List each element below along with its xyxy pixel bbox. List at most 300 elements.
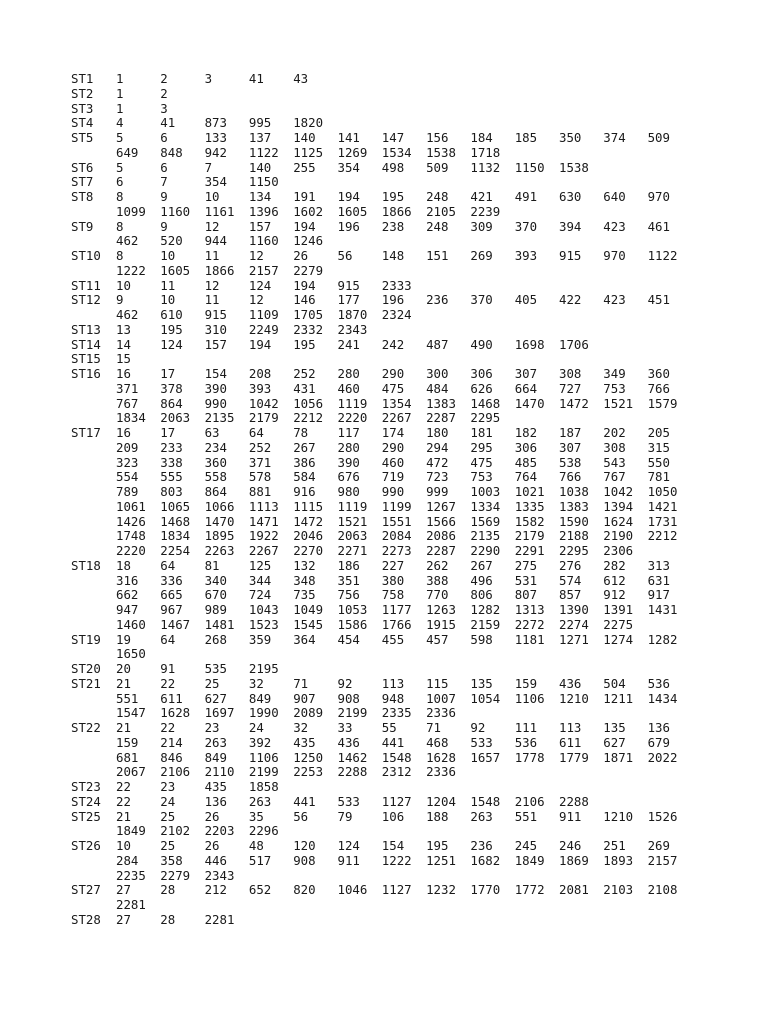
- set-value: 911: [559, 808, 582, 824]
- set-value: 435: [293, 734, 316, 750]
- set-value: 234: [204, 439, 227, 455]
- set-label: ST15: [71, 351, 101, 367]
- set-value: 284: [116, 852, 139, 868]
- set-value: 967: [160, 602, 183, 617]
- set-value: 113: [559, 720, 582, 735]
- set-row: [0, 662, 768, 677]
- set-row: [0, 220, 768, 235]
- set-value: 1066: [204, 498, 235, 514]
- set-value: 241: [337, 336, 360, 352]
- set-value: 269: [647, 838, 670, 853]
- set-value: 263: [248, 793, 272, 809]
- set-value: 393: [514, 248, 538, 263]
- set-value: 205: [647, 425, 670, 440]
- set-value: 770: [426, 587, 449, 603]
- set-value: 723: [426, 469, 449, 485]
- set-value: 11: [204, 292, 220, 308]
- set-value: 990: [381, 484, 405, 499]
- set-value: 238: [381, 218, 405, 234]
- set-value: 185: [514, 130, 538, 145]
- set-value: 1470: [204, 513, 235, 529]
- set-value: 1869: [559, 852, 589, 868]
- set-value: 1628: [160, 705, 191, 721]
- set-value: 307: [559, 439, 582, 455]
- set-row: [0, 529, 768, 544]
- set-value: 999: [426, 484, 449, 499]
- set-value: 308: [559, 366, 582, 381]
- set-value: 113: [381, 675, 405, 691]
- set-row: [0, 102, 768, 117]
- set-value: 11: [204, 248, 220, 263]
- set-value: 212: [204, 882, 227, 898]
- set-value: 1250: [293, 749, 324, 765]
- set-row: [0, 869, 768, 884]
- set-value: 263: [470, 808, 493, 824]
- set-value: 455: [381, 631, 405, 647]
- set-value: 359: [248, 631, 272, 647]
- set-value: 1211: [603, 690, 634, 706]
- set-value: 195: [160, 321, 183, 337]
- set-label: ST3: [71, 100, 94, 116]
- set-label: ST19: [71, 631, 101, 647]
- set-value: 2084: [381, 528, 412, 544]
- set-value: 1579: [647, 395, 678, 411]
- set-value: 598: [470, 631, 493, 647]
- set-value: 135: [603, 720, 626, 735]
- set-value: 351: [337, 572, 360, 588]
- set-row: [0, 279, 768, 294]
- set-value: 1915: [426, 616, 456, 632]
- set-value: 136: [204, 793, 227, 809]
- set-value: 81: [204, 557, 220, 573]
- set-value: 1021: [514, 484, 545, 499]
- set-value: 1054: [470, 690, 501, 706]
- set-value: 767: [116, 395, 139, 411]
- set-value: 194: [337, 189, 360, 204]
- set-value: 117: [337, 425, 360, 440]
- set-value: 446: [204, 852, 227, 868]
- set-value: 196: [381, 292, 405, 308]
- set-value: 2335: [381, 705, 412, 721]
- set-value: 2212: [293, 410, 324, 426]
- set-value: 78: [293, 425, 309, 440]
- set-value: 63: [204, 425, 220, 440]
- set-row: [0, 352, 768, 367]
- set-value: 849: [204, 749, 227, 765]
- set-label: ST12: [71, 292, 101, 308]
- set-value: 2135: [204, 410, 235, 426]
- set-value: 550: [647, 454, 670, 470]
- set-value: 12: [204, 277, 220, 293]
- set-value: 1263: [426, 602, 456, 617]
- set-row: [0, 367, 768, 382]
- set-value: 1: [116, 71, 124, 86]
- set-value: 7: [204, 159, 213, 175]
- set-value: 19: [116, 631, 131, 647]
- set-value: 156: [426, 130, 449, 145]
- set-value: 676: [337, 469, 360, 485]
- set-value: 554: [116, 469, 139, 485]
- set-row: [0, 721, 768, 736]
- set-value: 970: [603, 248, 626, 263]
- set-value: 1065: [160, 498, 191, 514]
- set-value: 269: [470, 248, 493, 263]
- set-value: 2199: [337, 705, 368, 721]
- set-value: 1766: [381, 616, 412, 632]
- set-value: 12: [204, 218, 220, 234]
- set-value: 649: [116, 144, 139, 160]
- set-value: 490: [470, 336, 493, 352]
- set-value: 807: [514, 587, 538, 603]
- set-value: 630: [559, 189, 582, 204]
- set-value: 1470: [514, 395, 545, 411]
- set-value: 1127: [381, 882, 412, 898]
- set-value: 1354: [381, 395, 412, 411]
- set-label: ST5: [71, 130, 94, 145]
- set-value: 2275: [603, 616, 634, 632]
- set-value: 915: [559, 248, 582, 263]
- set-value: 124: [160, 336, 183, 352]
- set-value: 1657: [470, 749, 501, 765]
- set-row: [0, 751, 768, 766]
- set-value: 338: [160, 454, 183, 470]
- set-value: 857: [559, 587, 582, 603]
- set-row: [0, 692, 768, 707]
- set-row: [0, 544, 768, 559]
- set-value: 803: [160, 484, 183, 499]
- set-row: [0, 559, 768, 574]
- set-value: 538: [559, 454, 582, 470]
- set-row: [0, 308, 768, 323]
- set-value: 555: [160, 469, 183, 485]
- set-label: ST8: [71, 189, 94, 204]
- set-value: 460: [381, 454, 405, 470]
- set-value: 349: [603, 366, 626, 381]
- set-value: 35: [248, 808, 264, 824]
- set-value: 753: [603, 380, 626, 396]
- set-value: 124: [248, 277, 272, 293]
- set-value: 148: [381, 248, 405, 263]
- set-value: 2288: [559, 793, 589, 809]
- set-value: 758: [381, 587, 405, 603]
- set-value: 1274: [603, 631, 634, 647]
- set-value: 461: [647, 218, 670, 234]
- set-value: 2296: [248, 823, 279, 839]
- set-value: 1468: [160, 513, 191, 529]
- set-value: 612: [603, 572, 626, 588]
- set-value: 509: [647, 130, 670, 145]
- set-value: 2157: [647, 852, 678, 868]
- set-value: 25: [160, 808, 176, 824]
- set-value: 2046: [293, 528, 324, 544]
- set-value: 1150: [248, 174, 279, 190]
- set-value: 1132: [470, 159, 501, 175]
- set-row: [0, 500, 768, 515]
- set-value: 1548: [470, 793, 501, 809]
- set-value: 1538: [559, 159, 589, 175]
- set-value: 32: [293, 720, 309, 735]
- set-value: 132: [293, 557, 316, 573]
- set-value: 536: [514, 734, 538, 750]
- set-value: 41: [160, 115, 176, 131]
- set-value: 536: [647, 675, 670, 691]
- set-value: 316: [116, 572, 139, 588]
- set-value: 2135: [470, 528, 501, 544]
- set-value: 1871: [603, 749, 634, 765]
- set-value: 2157: [248, 262, 279, 278]
- set-value: 188: [426, 808, 449, 824]
- set-value: 159: [514, 675, 538, 691]
- set-value: 56: [293, 808, 309, 824]
- set-value: 2272: [514, 616, 545, 632]
- set-value: 1628: [426, 749, 456, 765]
- set-value: 22: [160, 720, 176, 735]
- set-value: 135: [470, 675, 493, 691]
- set-value: 908: [293, 852, 316, 868]
- set-value: 460: [337, 380, 360, 396]
- set-value: 881: [248, 484, 272, 499]
- set-value: 4: [116, 115, 124, 131]
- set-value: 1150: [514, 159, 545, 175]
- set-value: 48: [248, 838, 264, 853]
- set-value: 487: [426, 336, 449, 352]
- set-value: 948: [381, 690, 405, 706]
- set-value: 468: [426, 734, 449, 750]
- set-value: 21: [116, 720, 131, 735]
- set-value: 209: [116, 439, 139, 455]
- set-value: 2195: [248, 661, 279, 676]
- set-value: 551: [116, 690, 139, 706]
- set-row: [0, 588, 768, 603]
- set-value: 386: [293, 454, 316, 470]
- set-value: 2102: [160, 823, 191, 839]
- set-row: [0, 765, 768, 780]
- set-value: 32: [248, 675, 264, 691]
- set-value: 262: [426, 557, 449, 573]
- set-value: 1115: [293, 498, 324, 514]
- set-value: 1282: [470, 602, 501, 617]
- set-row: [0, 706, 768, 721]
- set-value: 187: [559, 425, 582, 440]
- set-value: 1007: [426, 690, 456, 706]
- set-row: [0, 854, 768, 869]
- set-value: 140: [293, 130, 316, 145]
- set-value: 146: [293, 292, 316, 308]
- set-value: 3: [160, 100, 168, 116]
- set-value: 2086: [426, 528, 456, 544]
- set-row: [0, 190, 768, 205]
- set-value: 336: [160, 572, 183, 588]
- set-value: 23: [204, 720, 220, 735]
- set-value: 574: [559, 572, 582, 588]
- set-value: 1650: [116, 646, 146, 662]
- set-value: 2267: [381, 410, 412, 426]
- set-row: [0, 456, 768, 471]
- set-value: 1127: [381, 793, 412, 809]
- set-value: 196: [337, 218, 360, 234]
- set-row: [0, 234, 768, 249]
- set-value: 195: [293, 336, 316, 352]
- set-value: 388: [426, 572, 449, 588]
- set-value: 2212: [647, 528, 678, 544]
- set-value: 186: [337, 557, 360, 573]
- set-row: [0, 264, 768, 279]
- set-row: [0, 205, 768, 220]
- set-value: 631: [647, 572, 670, 588]
- set-value: 22: [160, 675, 176, 691]
- set-row: [0, 441, 768, 456]
- set-row: [0, 116, 768, 131]
- set-value: 1334: [470, 498, 501, 514]
- set-row: [0, 131, 768, 146]
- set-value: 1: [116, 85, 124, 101]
- set-value: 626: [470, 380, 493, 396]
- set-row: [0, 470, 768, 485]
- set-value: 141: [337, 130, 360, 145]
- set-value: 2267: [248, 543, 279, 558]
- set-value: 942: [204, 144, 227, 160]
- set-value: 652: [248, 882, 272, 898]
- set-value: 282: [603, 557, 626, 573]
- set-value: 441: [293, 793, 316, 809]
- set-value: 5: [116, 130, 124, 145]
- set-value: 17: [160, 425, 176, 440]
- set-value: 350: [559, 130, 582, 145]
- set-value: 308: [603, 439, 626, 455]
- set-value: 431: [293, 380, 316, 396]
- set-value: 1113: [248, 498, 279, 514]
- set-row: [0, 161, 768, 176]
- set-value: 1383: [559, 498, 589, 514]
- set-value: 1383: [426, 395, 456, 411]
- set-value: 475: [470, 454, 493, 470]
- set-row: [0, 883, 768, 898]
- set-value: 354: [204, 174, 227, 190]
- set-value: 71: [426, 720, 442, 735]
- set-value: 12: [248, 248, 264, 263]
- set-value: 2263: [204, 543, 235, 558]
- set-value: 194: [293, 218, 316, 234]
- set-value: 1181: [514, 631, 545, 647]
- set-value: 2: [160, 71, 168, 86]
- set-value: 719: [381, 469, 405, 485]
- set-value: 1160: [248, 233, 279, 249]
- set-value: 27: [116, 882, 131, 898]
- set-value: 454: [337, 631, 360, 647]
- set-value: 665: [160, 587, 183, 603]
- set-value: 246: [559, 838, 582, 853]
- set-value: 681: [116, 749, 139, 765]
- set-value: 1731: [647, 513, 678, 529]
- set-value: 436: [337, 734, 360, 750]
- set-value: 115: [426, 675, 449, 691]
- set-value: 10: [116, 838, 131, 853]
- set-value: 191: [293, 189, 316, 204]
- set-value: 2279: [293, 262, 324, 278]
- set-value: 16: [116, 425, 131, 440]
- set-value: 627: [204, 690, 227, 706]
- set-value: 781: [647, 469, 670, 485]
- set-value: 267: [470, 557, 493, 573]
- set-row: [0, 780, 768, 795]
- set-value: 6: [160, 130, 168, 145]
- set-value: 275: [514, 557, 538, 573]
- set-value: 393: [248, 380, 272, 396]
- set-value: 174: [381, 425, 405, 440]
- set-value: 202: [603, 425, 626, 440]
- set-value: 1056: [293, 395, 324, 411]
- set-value: 1605: [160, 262, 191, 278]
- set-value: 1748: [116, 528, 146, 544]
- set-value: 944: [204, 233, 227, 249]
- set-row: [0, 411, 768, 426]
- set-row: [0, 397, 768, 412]
- set-value: 767: [603, 469, 626, 485]
- set-row: [0, 824, 768, 839]
- set-value: 125: [248, 557, 272, 573]
- set-row: [0, 323, 768, 338]
- set-value: 120: [293, 838, 316, 853]
- set-value: 1046: [337, 882, 368, 898]
- set-value: 1313: [514, 602, 545, 617]
- set-value: 423: [603, 292, 626, 308]
- set-value: 846: [160, 749, 183, 765]
- set-value: 1396: [248, 203, 279, 219]
- set-value: 764: [514, 469, 538, 485]
- set-value: 1538: [426, 144, 456, 160]
- set-value: 1282: [647, 631, 678, 647]
- set-value: 111: [514, 720, 538, 735]
- set-value: 1462: [337, 749, 368, 765]
- set-value: 1421: [647, 498, 678, 514]
- set-value: 2179: [248, 410, 279, 426]
- set-value: 28: [160, 882, 176, 898]
- set-value: 1481: [204, 616, 235, 632]
- set-value: 531: [514, 572, 538, 588]
- set-label: ST26: [71, 838, 101, 853]
- set-value: 1467: [160, 616, 191, 632]
- set-value: 498: [381, 159, 405, 175]
- set-value: 306: [470, 366, 493, 381]
- set-value: 7: [160, 174, 168, 190]
- set-label: ST6: [71, 159, 94, 175]
- set-value: 1043: [248, 602, 279, 617]
- set-value: 378: [160, 380, 183, 396]
- set-value: 1770: [470, 882, 501, 898]
- set-value: 441: [381, 734, 405, 750]
- set-value: 2220: [337, 410, 368, 426]
- set-value: 1099: [116, 203, 146, 219]
- set-value: 106: [381, 808, 405, 824]
- set-value: 670: [204, 587, 227, 603]
- set-value: 1049: [293, 602, 324, 617]
- set-value: 584: [293, 469, 316, 485]
- set-value: 1431: [647, 602, 678, 617]
- set-value: 1468: [470, 395, 501, 411]
- set-value: 2274: [559, 616, 589, 632]
- set-value: 26: [204, 808, 220, 824]
- set-value: 9: [160, 189, 168, 204]
- set-row: [0, 515, 768, 530]
- set-value: 543: [603, 454, 626, 470]
- set-value: 2324: [381, 307, 412, 322]
- set-value: 1605: [337, 203, 368, 219]
- set-value: 290: [381, 439, 405, 455]
- set-value: 578: [248, 469, 272, 485]
- set-label: ST22: [71, 720, 101, 735]
- set-value: 10: [160, 292, 176, 308]
- set-value: 55: [381, 720, 397, 735]
